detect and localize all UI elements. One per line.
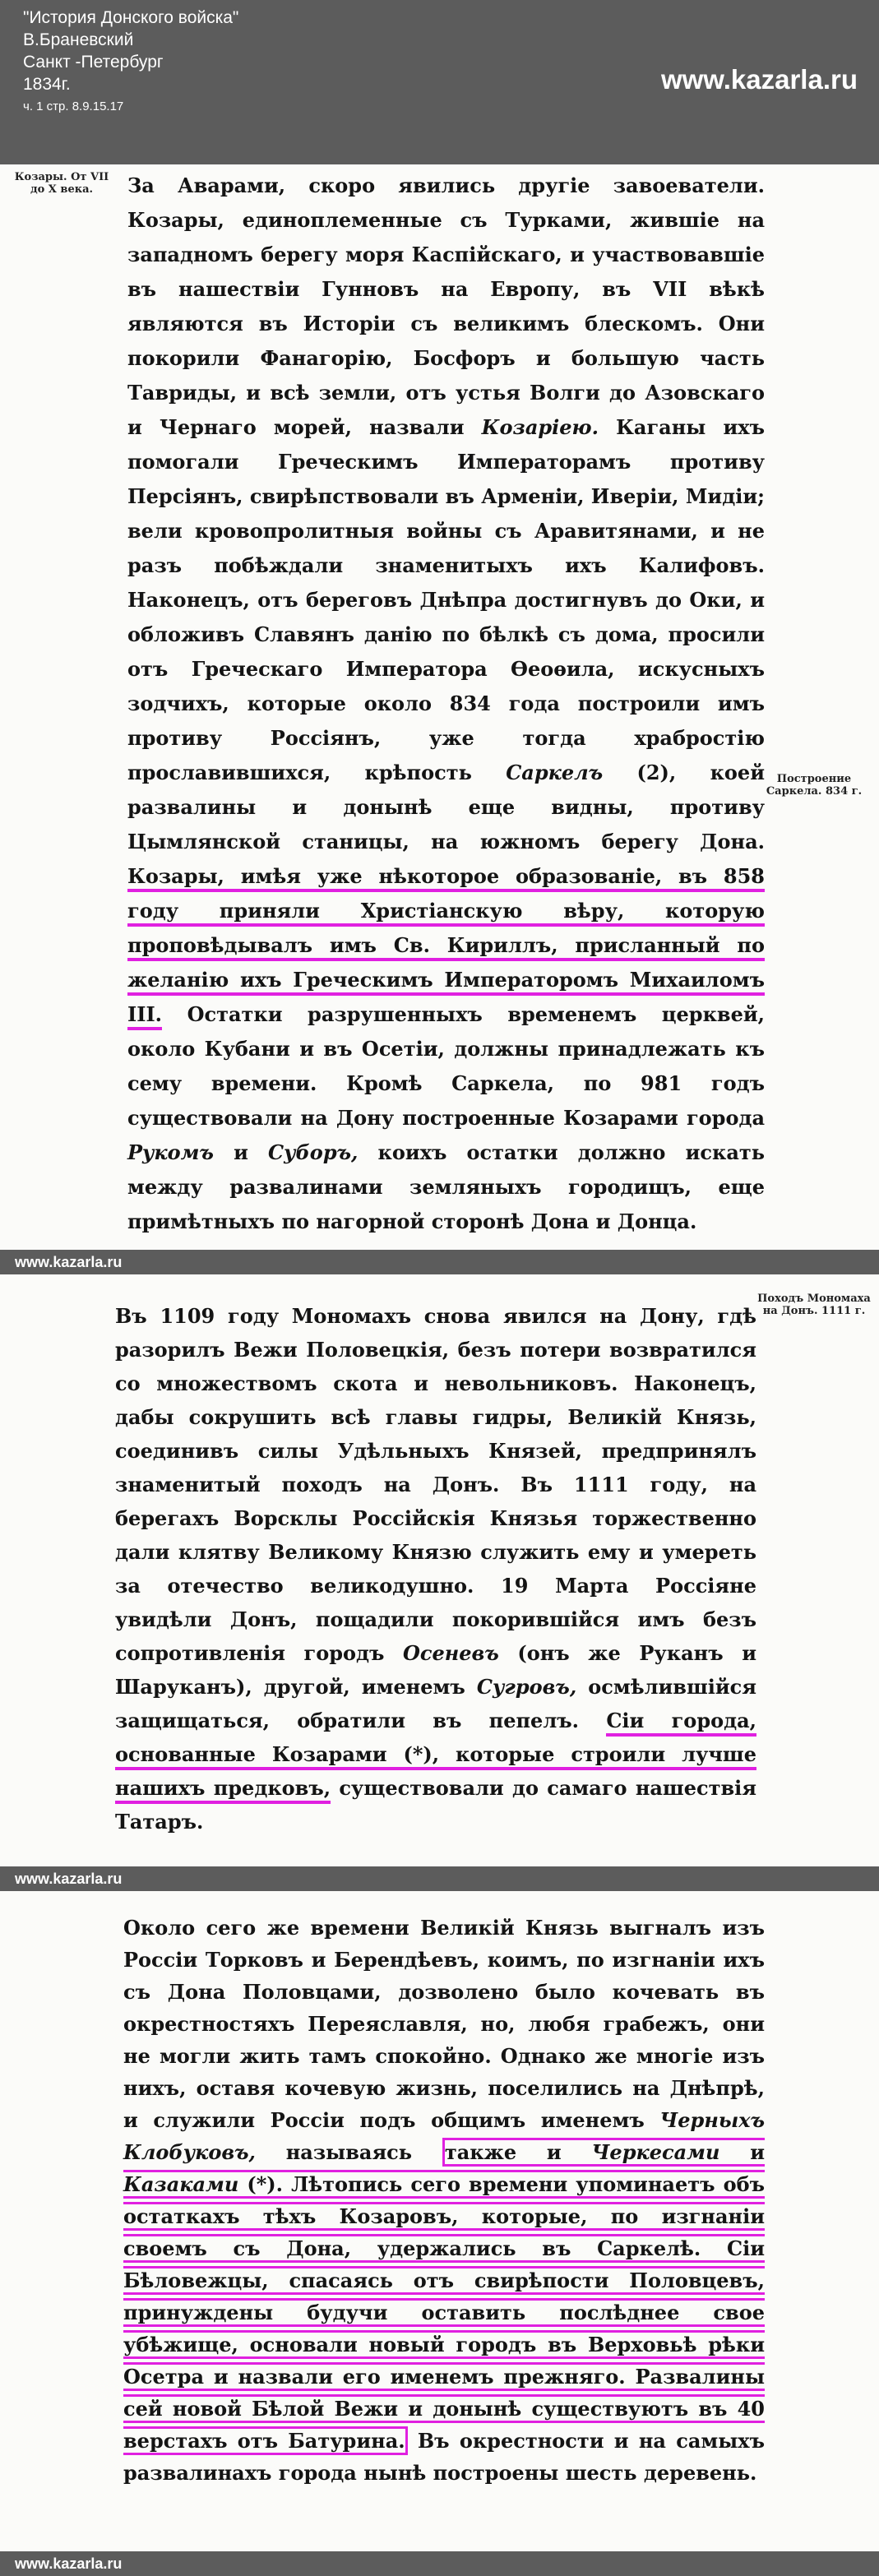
text-segment: Каганы ихъ помогали Греческимъ Императорамъ противу Персіянъ, свирѣпствовали въ Арменіи, Иверіи, Мидіи; вели кровопролитныя войны съ Аравитянами, и не разъ побѣждали знаменитыхъ ихъ Калифовъ. Наконецъ, отъ береговъ Днѣпра достигнувъ до Оки, и обложивъ Славянъ данію по бѣлкѣ съ дома, просили отъ Греческаго Императора Өеоѳила, искусныхъ зодчихъ, которые около 834 года построили имъ противу Россіянъ, уже тогда храбростію прославившихся, крѣпость [127,415,766,784]
text-segment: называясь [285,2140,413,2164]
scan-page-3 [0,1891,879,2551]
page2-body [115,1299,756,1838]
italic-term: Рукомъ [127,1140,214,1164]
highlighted-passage: Сіи города, основанные Козарами (*), которые строили лучше нашихъ предковъ, [115,1709,756,1804]
text-segment: (онъ же Руканъ и Шаруканъ), другой, именемъ [115,1641,756,1699]
text-segment: и [234,1140,248,1164]
text-segment: (*). [247,2172,283,2196]
source-citation [23,7,238,118]
italic-term: Черкесами [591,2140,720,2164]
scan-page-2 [0,1274,879,1866]
side-note-kozary: Козары. От VII до X века. [14,171,109,196]
header-banner [0,0,879,164]
text-segment: существовали до самаго нашествія Татаръ. [115,1776,757,1834]
italic-term: Казаками [123,2172,239,2196]
text-segment: За Аварами, скоро явились другіе завоеватели. Козары, единоплеменные съ Турками, жившіе на западномъ берегу моря Каспійскаго, и участвовавшіе въ нашествіи Гунновъ на Европу, въ VII вѣкѣ являются въ Исторіи съ великимъ блескомъ. Они покорили Фанагорію, Босфоръ и большую часть Тавриды, и всѣ земли, отъ устья Волги до Азовскаго и Чернаго морей, назвали [127,173,765,439]
page3-body [123,1912,765,2489]
text-segment: коихъ остатки должно искать между развалинами земляныхъ городищъ, еще примѣтныхъ по нагорной сторонѣ Дона и Донца. [127,1140,766,1233]
book-title: "История Донского войска" [23,8,239,27]
text-segment: (2), коей развалины и донынѣ еще видны, противу Цымлянской станицы, на южномъ берегу Дона. [127,761,765,853]
pages-ref: ч. 1 стр. 8.9.15.17 [23,99,124,113]
italic-term: Сугровъ, [476,1675,577,1699]
site-strip-1[interactable]: www.kazarla.ru [0,1250,879,1274]
italic-term: Суборъ, [268,1140,359,1164]
italic-term: Саркелъ [506,761,604,784]
highlighted-passage [123,2138,765,2455]
text-segment: Въ окрестности и на самыхъ развалинахъ города нынѣ построены шесть деревень. [123,2429,766,2485]
scan-page-1 [0,164,879,1250]
italic-term: Черныхъ Клобуковъ, [123,2108,766,2164]
text-segment: также и [444,2140,562,2164]
text-segment: и [750,2140,766,2164]
text-segment: Около сего же времени Великій Князь выгналъ изъ Россіи Торковъ и Берендѣевъ, коимъ, по изгнаніи ихъ съ Дона Половцами, дозволено было кочевать въ окрестностяхъ Переяславля, но, любя грабежъ, они не могли жить тамъ спокойно. Однако же многіе изъ нихъ, оставя кочевую жизнь, поселились на Днѣпрѣ, и служили Россіи подъ общимъ именемъ [123,1916,765,2132]
text-segment: Лѣтопись сего времени упоминаетъ объ остаткахъ тѣхъ Козаровъ, которые, по изгнаніи своемъ съ Дона, удержались въ Саркелѣ. Сіи Бѣловежцы, спасаясь отъ свирѣпости Половцевъ, принуждены будучи оставить послѣднее свое убѣжище, основали новый городъ въ Верховьѣ рѣки Осетра и назвали его именемъ прежняго. Развалины сей новой Бѣлой Вежи и донынѣ существуютъ въ 40 верстахъ отъ Батурина. [123,2172,766,2453]
site-watermark[interactable]: www.kazarla.ru [660,64,858,95]
text-segment: Въ 1109 году Мономахъ снова явился на Дону, гдѣ разорилъ Вежи Половецкія, безъ потери возвратился со множествомъ скота и невольниковъ. Наконецъ, дабы сокрушить всѣ главы гидры, Великій Князь, соединивъ силы Удѣльныхъ Князей, предпринялъ знаменитый походъ на Донъ. Въ 1111 году, на берегахъ Ворсклы Россійскія Князья торжественно дали клятву Великому Князю служить ему и умереть за отечество великодушно. 19 Марта Россіяне увидѣли Донъ, пощадили покорившійся имъ безъ сопротивленія городъ [115,1304,756,1665]
year: 1834г. [23,75,71,94]
author: В.Браневский [23,30,134,49]
italic-term: Козаріею. [481,415,599,439]
site-strip-2[interactable]: www.kazarla.ru [0,1866,879,1891]
side-note-monomakh: Походъ Мономаха на Донъ. 1111 г. [757,1293,871,1317]
italic-term: Осеневъ [403,1641,499,1665]
city: Санкт -Петербург [23,53,164,72]
highlighted-passage: Козары, имѣя уже нѣкоторое образованіе, въ 858 году приняли Христіанскую вѣру, которую проповѣдывалъ имъ Св. Кириллъ, присланный по желанію ихъ Греческимъ Императоромъ Михаиломъ III. [127,864,765,1030]
text-segment: Остатки разрушенныхъ временемъ церквей, около Кубани и въ Осетіи, должны принадлежать къ сему времени. Кромѣ Саркела, по 981 годъ существовали на Дону построенные Козарами города [127,1002,765,1130]
page1-body [127,169,765,1239]
site-strip-3[interactable]: www.kazarla.ru [0,2551,879,2576]
text-segment: осмѣлившійся защищаться, обратили въ пепелъ. [115,1675,757,1732]
side-note-sarkel: Построение Саркела. 834 г. [766,773,863,798]
